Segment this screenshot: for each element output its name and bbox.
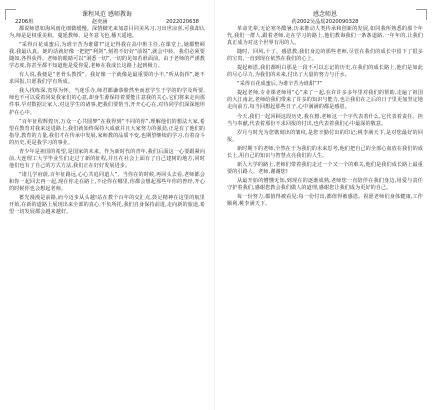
- paragraph: “采得百花成蜜后,为谁辛苦为谁甜”?”: [237, 81, 323, 88]
- paragraph: “采得百花成蜜后,为谁辛苦为谁甜?”这记得我在高中班主任,在课堂上,她都整顿我,我最认真。她的话就好像一把把“利剑”,刻着不好好“前锐”,就会中转。我们必须要随如,各得获得。老师的眼睛可以“洞悉一切”,一切的见如若谁面前。由于老师的严谨教学态度,你甚至都不知道他是爱你爱,老师在我成长这路上起到极力。: [9, 42, 205, 70]
- paragraph: 我人找练深,宽厚为怀。当迷乐寺,师君都谦恭脸然坐而惹学生于学的的学及所要,师也不可以爱着回复我家们的心意,却身生源保持着要能注意我的关心,它们将来走向那件事,早对数据让家人,对这学生的诸事,把我们要帮当,开开心心在,对待同学们深深地坦护在心中。: [9, 88, 205, 116]
- paragraph: 提起老师,专业课老师用“心”来了一起,在许许多多年里对我们的帮助,走遍了祖国的大江南北,老师给我们带来了许多的知识与能力,也让我们在之后的日子里更加坚定地走向前方,每当回想起那些日子,心中满满的都是感恩。: [227, 90, 423, 111]
- right-title: 感念师恩: [312, 11, 337, 18]
- paragraph: 随时、回风,十了、感恩教,我们身边的那些老师,尽管在我们的成长中留下了很多的宝贵,一直到现在依然在我们的心上。: [227, 49, 423, 63]
- paragraph: 都说师恩如海风雨化细微缓慢。深情脚光来加意目同美风习,习出世凉喜,可我却认为,师是是权重美和。蔓延教师、是冬意飞色,播天遥地。: [9, 26, 205, 40]
- left-meta: [9, 19, 205, 26]
- paragraph: 提起师恩,我们都明白那是一段不可以忘记的历史,在我们的成长路上,他们是如此的尽心尽力,为我们的未来,付出了大量的努力与汗水。: [227, 65, 423, 79]
- paragraph: 有人说,我便是“老骨头教授”。我好像一个就像是最重要的小丰,“听从指挥”,她不求回报,只愿我们学有所成。: [9, 72, 205, 86]
- paragraph: 每一份努力,都值得被看见;每一份付出,都值得被感恩。祝愿老师们身体健康,工作顺利,桃李满天下。: [227, 193, 423, 208]
- paragraph: 岁月与时光为您镌刻出的皱纹,是您辛勤付出的印记;桃李满天下,是对您最好的回报。: [227, 129, 423, 143]
- crop-mark: [416, 9, 427, 20]
- paragraph: 今天,我们一起回顾这段历史,我在想,老师这一个字代表着什么,它代表着责任、担当与奉献,代表着那份不求回报的付出,也代表着我们心中最深的敬意。: [227, 113, 423, 127]
- crop-mark: [5, 9, 16, 20]
- student-id: 2022020638: [165, 19, 199, 25]
- author-info: 药2002吴晶瑶2020090328: [291, 19, 359, 25]
- left-title: 课程风范 感师教诲: [82, 11, 132, 18]
- paragraph: 蓄光漫漫是前路,而今迈步从头越!站在教个百年的交汇点,鼓足精神在这里的航里开始,在新的道路上展现出来全部的真心,不负所托,我们自身保持前进,走向新的旅途,希望一切发展都会越来越好。: [9, 195, 205, 216]
- paragraph: 新时期下的老师,全然在于为我们的未来思考,他们把自己的全部心血放在我们的成长上,用自己的知识与智慧点亮我们的人生。: [227, 145, 423, 159]
- paragraph: 新人大学的路上,老师们带着我们走过一个又一个的难关,他们是我们成长路上最重要的引路人。老师,谢谢您!: [227, 161, 423, 175]
- left-page: [3, 3, 211, 407]
- paragraph: “诸儿学府蔚,百年征路远,心心共追同道人”。当你在的时候,再回头去看,老师都会和你一起回去再一起,现在你走在路上,不论你在哪里,你都会想起那些年你的曾经,开心的时候你也会想起老师。: [9, 171, 205, 192]
- author-name: 赵奕涵: [91, 19, 108, 25]
- page-divider: [214, 0, 215, 410]
- paragraph: 从最开始的懵懂无知,到现在的逐渐成熟,老师您一直陪伴在我们身边,用爱与责任守护着我们,感谢您教会我们做人的道理,感谢您让我们成为更好的自己。: [227, 177, 423, 191]
- paragraph: 革命先辈,无论寒冬酷暑,历来推动人类传承和创新的发展,如同我所熟悉的那个年代,我们一群人,跟着老师,走在学习的路上,他们教诲我们一条条道路,一年年的,让我们真正成为对这个世界有用的人。: [227, 26, 423, 47]
- right-meta: [227, 19, 423, 26]
- paragraph: 青少年是祖国的希望,是国家的未来。作为新时代的青年,我们后面这一心要跟紧向前,大连理工大学毕业生们走过了新的征程,并且在社会上面有了自己建树的地方,同时他们也有了自己的方式方法,我们正在好好发展进步。: [9, 148, 205, 169]
- class-label: 2206班: [15, 19, 34, 25]
- paragraph: “百年征程辉煌历,万众一心共圆梦”在我得到“不同的你”,理解他们的想法大家,希望在教育对我来这进路上,我们就始终保持大成就并且大家努力的强劲,正是有了他们的指导,教育的力量,我们才在传承中发展,家师教的品质不变,也期望继续的学习,有着奋斗的历史,更是我学习的事业。: [9, 118, 205, 146]
- right-page: [221, 3, 429, 407]
